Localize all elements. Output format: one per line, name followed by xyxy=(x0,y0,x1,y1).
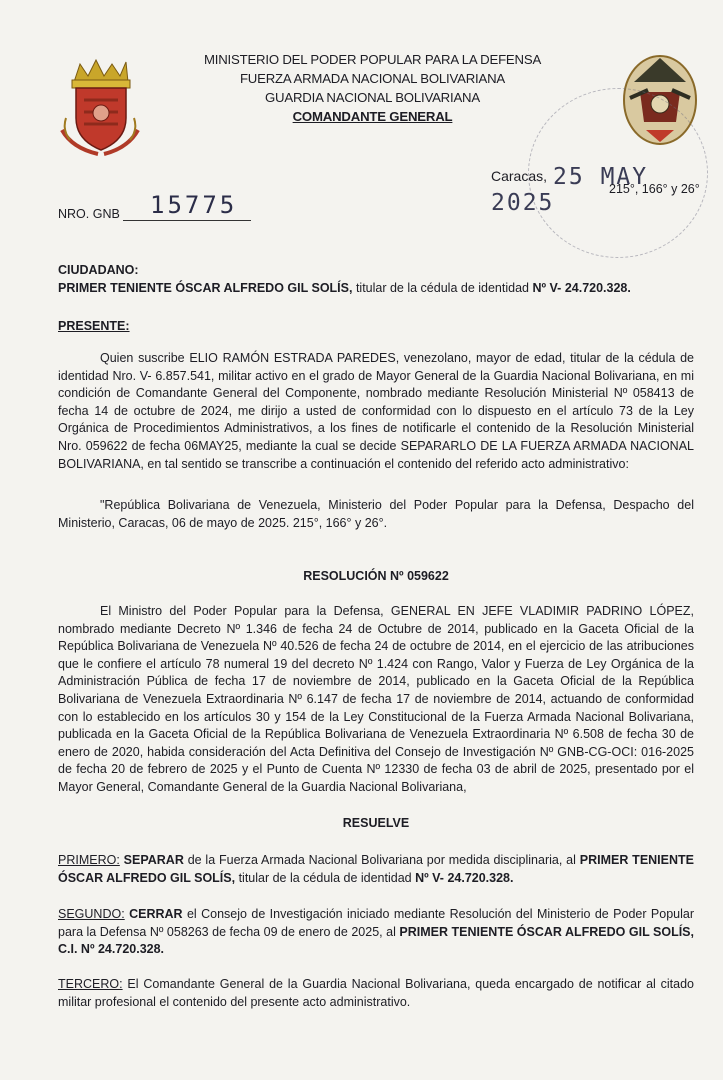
reference-number: 15775 xyxy=(150,191,238,219)
segundo-label: SEGUNDO: xyxy=(58,907,125,921)
segundo-verb: CERRAR xyxy=(129,907,183,921)
recipient-line xyxy=(58,280,694,298)
primero-name: PRIMER TENIENTE ÓSCAR ALFREDO GIL SOLÍS, xyxy=(58,853,694,885)
header-guard: GUARDIA NACIONAL BOLIVARIANA xyxy=(265,90,480,105)
resolution-title: RESOLUCIÓN Nº 059622 xyxy=(303,569,449,583)
primero-verb: SEPARAR xyxy=(123,853,184,867)
primero-text1: de la Fuerza Armada Nacional Bolivariana por medida disciplinaria, al xyxy=(183,853,580,867)
recipient-id-text: titular de la cédula de identidad xyxy=(352,280,533,295)
city-label: Caracas, xyxy=(491,168,548,184)
reference-label: NRO. GNB xyxy=(58,207,120,221)
tercero-text: El Comandante General de la Guardia Nacional Bolivariana, queda encargado de notificar al citado militar profesional el contenido del presente acto administrativo. xyxy=(58,977,694,1009)
segundo-article xyxy=(58,906,694,959)
header-armed-force: FUERZA ARMADA NACIONAL BOLIVARIANA xyxy=(239,71,506,86)
tercero-label: TERCERO: xyxy=(58,977,123,991)
header-commander: COMANDANTE GENERAL xyxy=(292,109,453,124)
intro-paragraph: Quien suscribe ELIO RAMÓN ESTRADA PAREDES, venezolano, mayor de edad, titular de la cédula de identidad Nro. V- 6.857.541, militar activo en el grado de Mayor General de la Guardia Nacional Bolivariana, en mi condición de Comandante General del Componente, nombrado mediante Resolución Ministerial Nº 058413 de fecha 14 de octubre de 2024, me dirijo a usted de conformidad con lo dispuesto en el artículo 73 de la Ley Orgánica de Procedimientos Administrativos, a los fines de notificarle el contenido de la Resolución Ministerial Nro. 059622 de fecha 06MAY25, mediante la cual se decide SEPARARLO DE LA FUERZA ARMADA NACIONAL BOLIVARIANA, en tal sentido se transcribe a continuación el contenido del referido acto administrativo: xyxy=(58,351,694,471)
primero-text2: titular de la cédula de identidad xyxy=(235,870,416,885)
tercero-article xyxy=(58,976,694,1011)
primero-label: PRIMERO: xyxy=(58,853,120,867)
recipient-name: PRIMER TENIENTE ÓSCAR ALFREDO GIL SOLÍS, xyxy=(58,280,353,295)
quote-paragraph: "República Bolivariana de Venezuela, Ministerio del Poder Popular para la Defensa, Despacho del Ministerio, Caracas, 06 de mayo de 2025. 215°, 166° y 26°. xyxy=(58,498,694,530)
recipient-id-number: Nº V- 24.720.328. xyxy=(532,280,631,295)
segundo-name: PRIMER TENIENTE ÓSCAR ALFREDO GIL SOLÍS, xyxy=(399,924,694,939)
primero-id: Nº V- 24.720.328. xyxy=(415,870,514,885)
primero-article xyxy=(58,852,694,887)
header-ministry: MINISTERIO DEL PODER POPULAR PARA LA DEFENSA xyxy=(203,52,542,67)
segundo-text1: el Consejo de Investigación iniciado mediante Resolución del Ministerio de Poder Popular para la Defensa Nº 058263 de fecha 09 de enero de 2025, al xyxy=(58,907,694,939)
presente-heading: PRESENTE: xyxy=(58,319,130,333)
years-line: 215°, 166° y 26° xyxy=(609,182,700,196)
recipient-block xyxy=(58,262,694,297)
guardia-nacional-emblem xyxy=(58,58,142,160)
segundo-id: C.I. Nº 24.720.328. xyxy=(58,942,165,957)
letterhead xyxy=(150,50,595,126)
salutation: CIUDADANO: xyxy=(58,263,139,277)
resuelve-heading: RESUELVE xyxy=(342,816,410,830)
resolution-paragraph: El Ministro del Poder Popular para la Defensa, GENERAL EN JEFE VLADIMIR PADRINO LÓPEZ, nombrado mediante Decreto Nº 1.346 de fecha 24 de Octubre de 2014, publicado en la Gaceta Oficial de la República Bolivariana de Venezuela Nº 40.526 de fecha 24 de octubre de 2014, en el ejercicio de las atribuciones que le confiere el artículo 78 numeral 19 del decreto Nº 1.424 con Rango, Valor y Fuerza de Ley Orgánica de la Administración Pública de fecha 17 de noviembre de 2014, publicado en la Gaceta Oficial de la República Bolivariana de Venezuela Extraordinaria Nº 6.147 de fecha 17 de noviembre de 2014, actuando de conformidad con lo establecido en los artículos 30 y 154 de la Ley Constitucional de la Fuerza Armada Nacional Bolivariana, publicada en la Gaceta Oficial de la República Bolivariana de Venezuela Extraordinaria Nº 6.508 de fecha 30 de enero de 2020, habida consideración del Acta Definitiva del Consejo de Investigación Nº GNB-CG-OCI: 016-2025 de fecha 20 de febrero de 2025 y el Punto de Cuenta Nº 12330 de fecha 03 de abril de 2025, presentado por el Mayor General, Comandante General de la Guardia Nacional Bolivariana, xyxy=(58,604,694,794)
date-stamp: 25 MAY 2025 xyxy=(491,164,649,216)
